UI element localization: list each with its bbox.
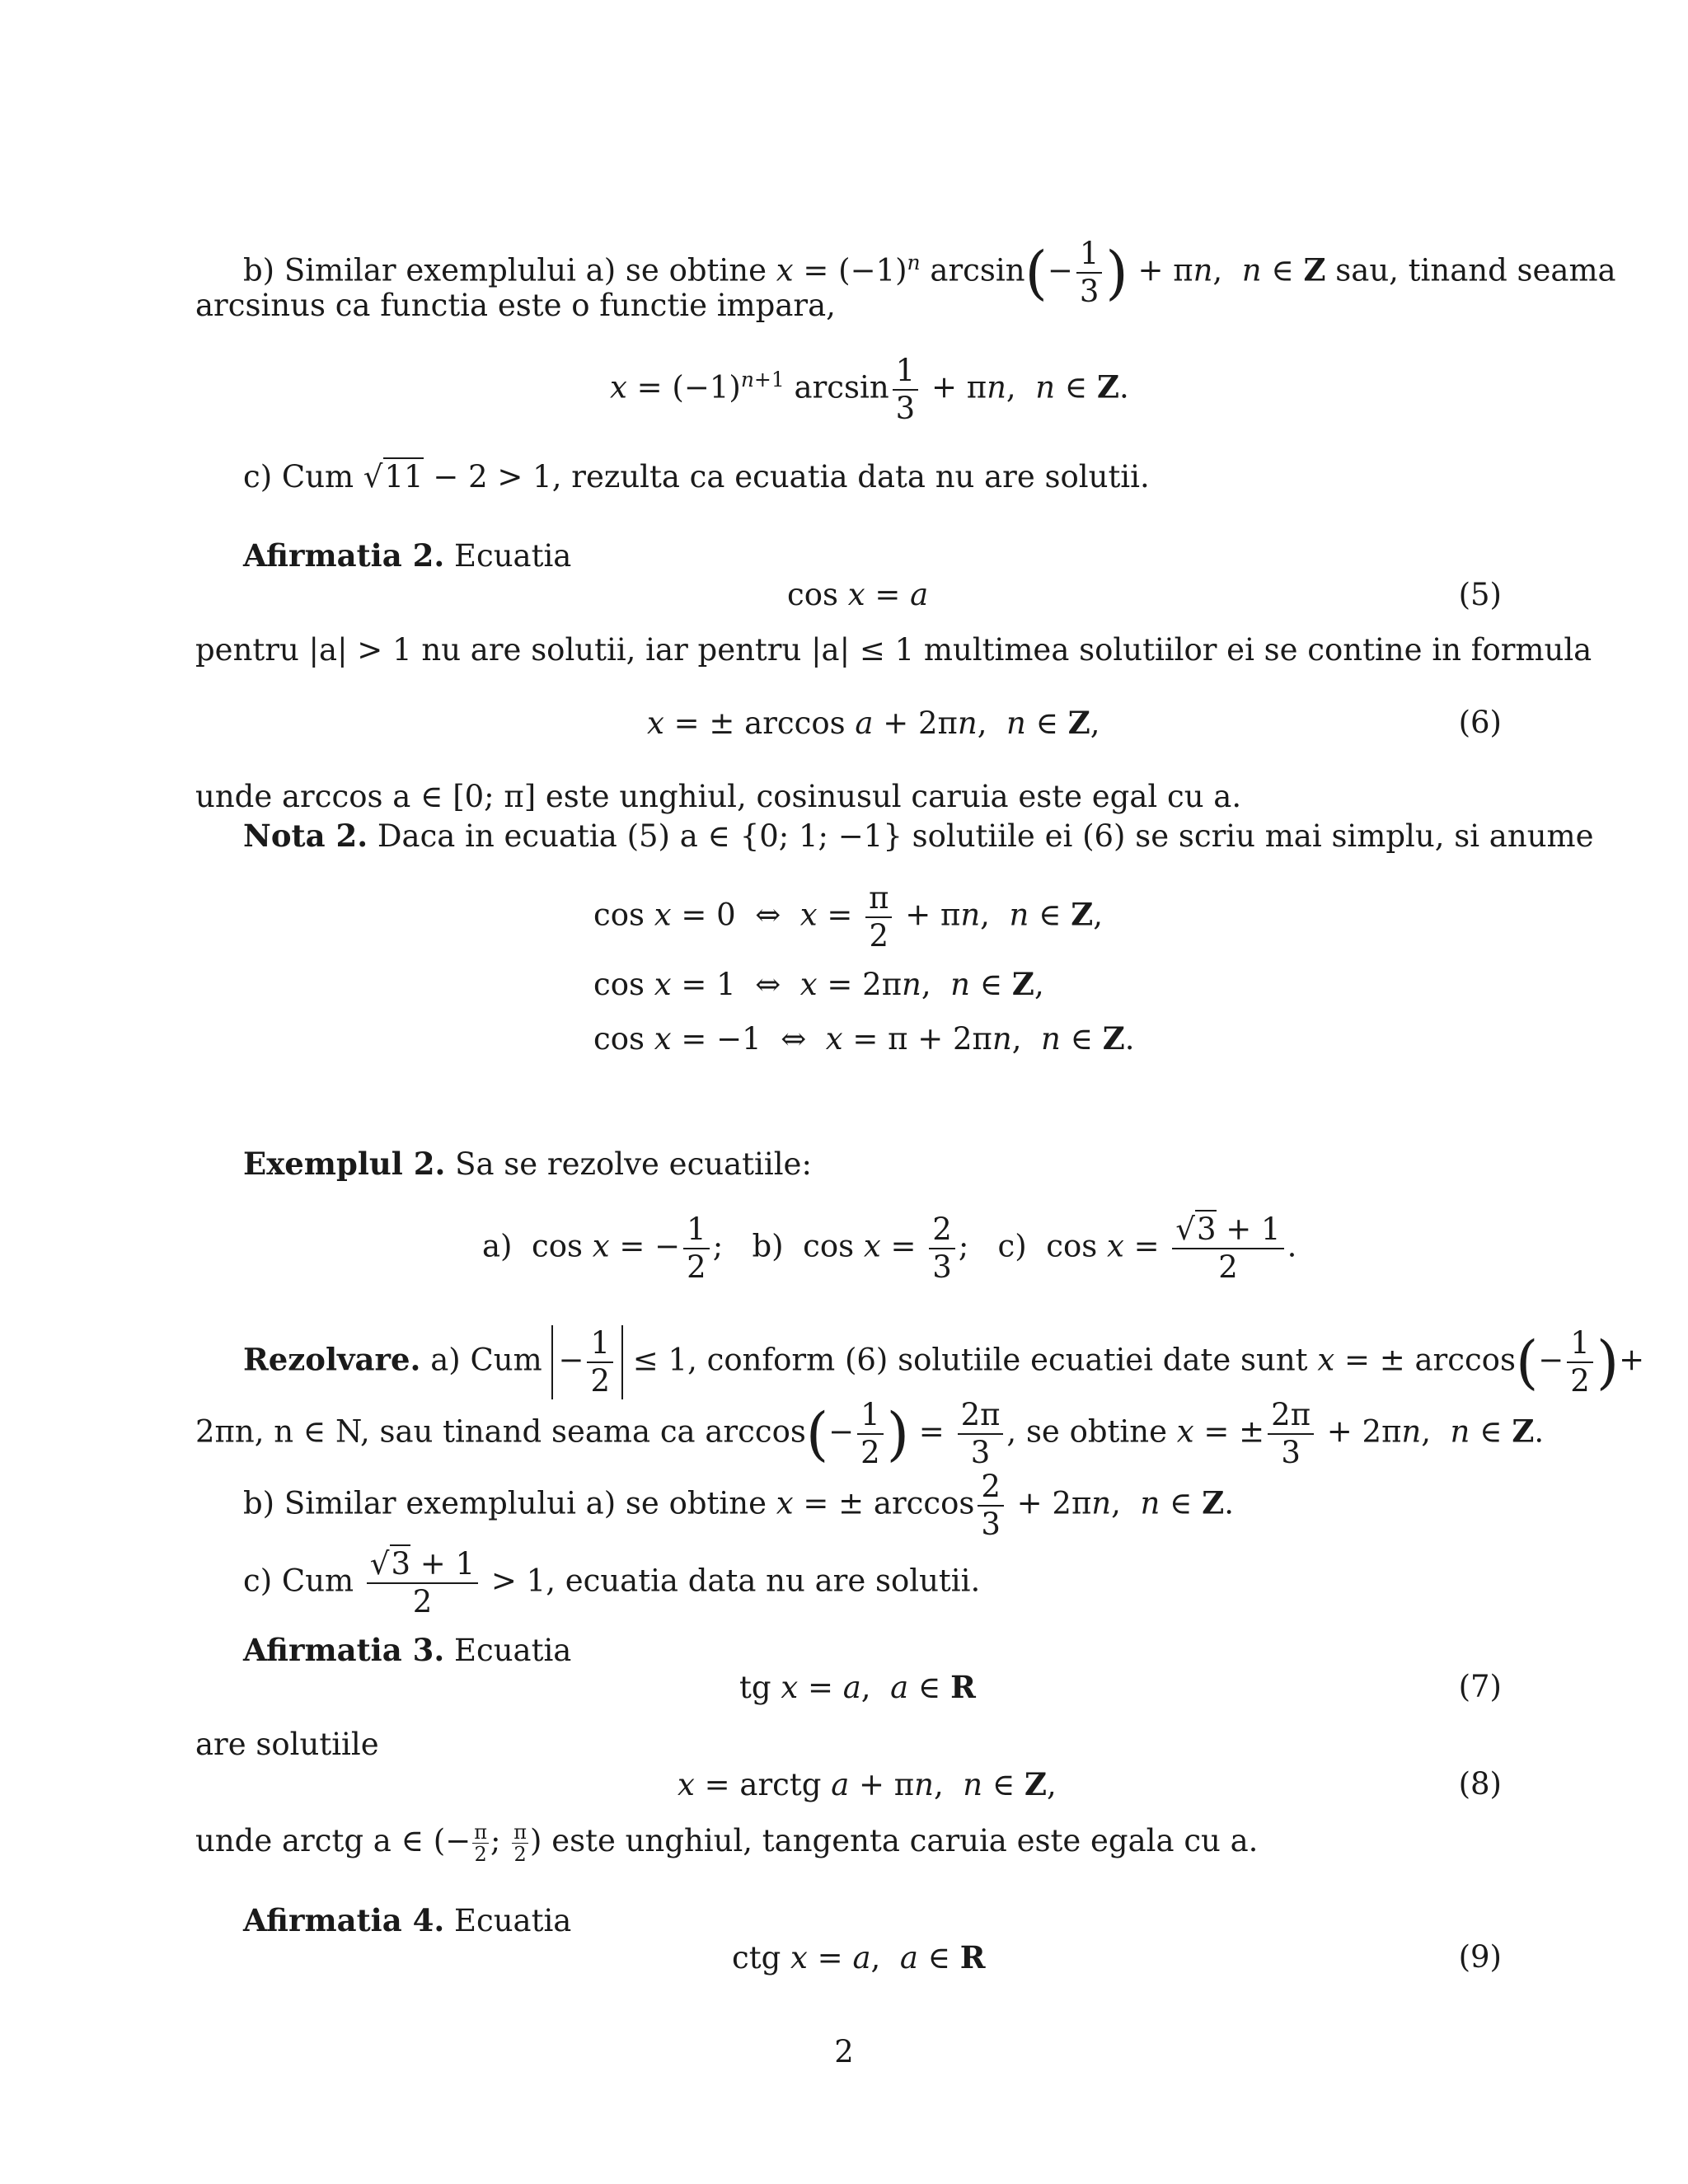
rez-c-line: c) Cum $\frac{√3 + 1}{2}$ > 1, ecuatia data nu are solutii. (243, 1546, 981, 1619)
eq8: x = arctg a + πn, n ∈ Z, (678, 1766, 1057, 1802)
nota2-eq1: cos x = 0 ⇔ x = $\frac{\pi}{2}$ + πn, n ∈ Z, (593, 880, 1104, 954)
nota2-eq2: cos x = 1 ⇔ x = 2πn, n ∈ Z, (593, 966, 1044, 1002)
afirm2-line2: pentru |a| > 1 nu are solutii, iar pentru |a| ≤ 1 multimea solutiilor ei se contine in formula (195, 632, 1592, 668)
afirm3-line3: unde arctg a ∈ (− $\frac{\pi}{2}$ ; $\frac{\pi}{2}$ ) este unghiul, tangenta caruia este egala cu a. (195, 1821, 1259, 1866)
ex2-equations: a) cos x = − $\frac{1}{2}$ ; b) cos x = $\frac{2}{3}$ ; c) cos x = $\frac{√3 + 1}{2}$ . (482, 1212, 1297, 1285)
eq7: tg x = a, a ∈ R (739, 1669, 976, 1705)
b1-line1-text: b) Similar exemplului a) se obtine (243, 252, 767, 288)
eq7-number: (7) (1458, 1669, 1502, 1704)
b1-line1-tail: sau, tinand seama (1335, 252, 1616, 288)
eq-arcsin-display: $x = (-1)^{n+1}$ arcsin $\frac{1}{3}$ + πn, n ∈ Z. (610, 353, 1129, 426)
afirm3-heading: Afirmatia 3. Ecuatia (243, 1632, 572, 1668)
page-number: 2 (834, 2034, 854, 2069)
eq9-number: (9) (1458, 1939, 1502, 1975)
afirm4-heading: Afirmatia 4. Ecuatia (243, 1902, 572, 1938)
eq5: cos x = a (787, 577, 929, 612)
afirm2-line3: unde arccos a ∈ [0; π] este unghiul, cosinusul caruia este egal cu a. (195, 779, 1242, 814)
eq6-number: (6) (1458, 705, 1502, 740)
b1-line1: b) Similar exemplului a) se obtine $x = (-1)^n$ arcsin(− $\frac{1}{3}$ ) + πn, n ∈ Z sau, tinand seama (243, 236, 1616, 309)
afirm3-line2: are solutiile (195, 1727, 379, 1762)
c1-line: c) Cum √11 − 2 > 1, rezulta ca ecuatia data nu are solutii. (243, 459, 1150, 494)
rez-a-line1: Rezolvare. a) Cum − $\frac{1}{2}$ ≤ 1, conform (6) solutiile ecuatiei date sunt x = ± arccos(− $\frac{1}{2}$ )+ (243, 1325, 1645, 1399)
ex2-heading: Exemplul 2. Sa se rezolve ecuatiile: (243, 1146, 812, 1182)
b1-line2: arcsinus ca functia este o functie impara, (195, 288, 836, 323)
eq6: x = ± arccos a + 2πn, n ∈ Z, (647, 705, 1100, 741)
nota2-eq3: cos x = −1 ⇔ x = π + 2πn, n ∈ Z. (593, 1020, 1135, 1057)
nota2-line: Nota 2. Daca in ecuatia (5) a ∈ {0; 1; −1} solutiile ei (6) se scriu mai simplu, si anume (243, 818, 1594, 854)
afirm2-heading: Afirmatia 2. Ecuatia (243, 537, 572, 574)
rez-b-line: b) Similar exemplului a) se obtine x = ± arccos $\frac{2}{3}$ + 2πn, n ∈ Z. (243, 1469, 1234, 1542)
eq5-number: (5) (1458, 577, 1502, 612)
eq8-number: (8) (1458, 1766, 1502, 1802)
eq9: ctg x = a, a ∈ R (732, 1939, 986, 1975)
rez-a-line2: 2πn, n ∈ N, sau tinand seama ca arccos(− $\frac{1}{2}$ ) = $\frac{2\pi}{3}$ , se obtine x = ± $\frac{2\pi}{3}$ + 2πn, n ∈ Z. (195, 1397, 1545, 1470)
